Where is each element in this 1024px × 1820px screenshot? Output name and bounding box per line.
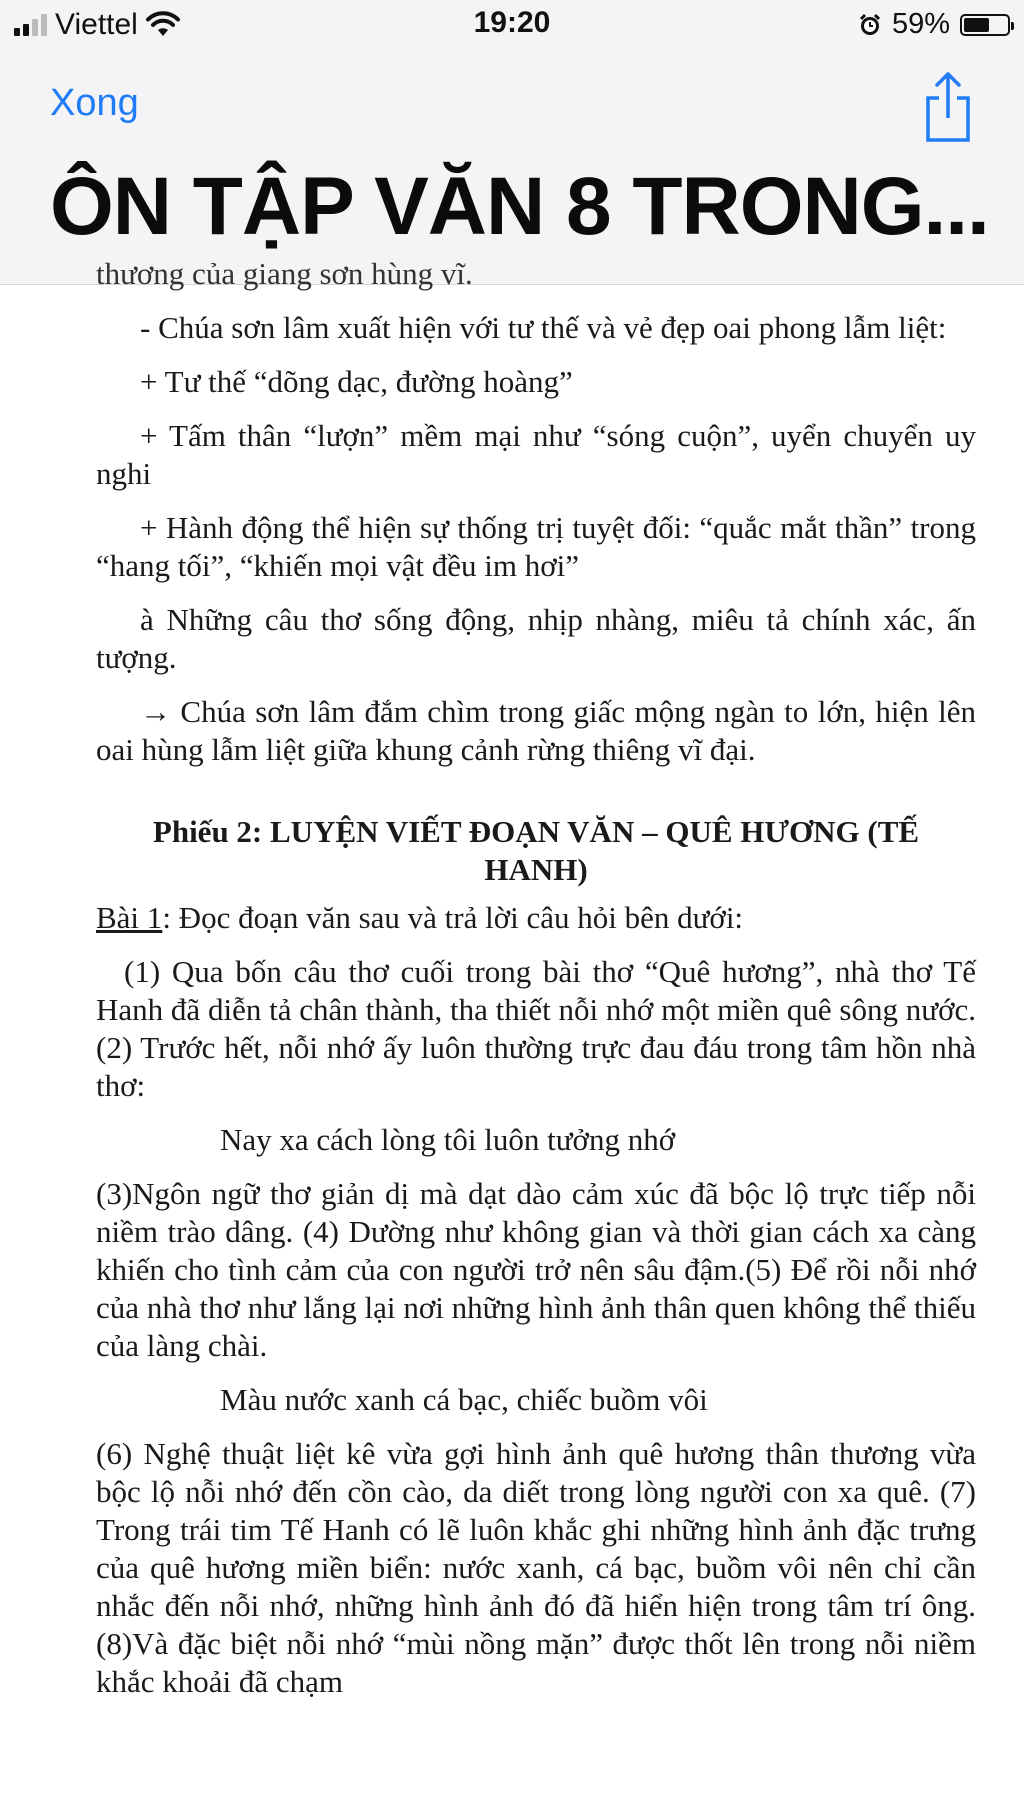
battery-icon <box>960 14 1010 36</box>
document-title: ÔN TẬP VĂN 8 TRONG... <box>50 161 989 252</box>
paragraph: + Tấm thân “lượn” mềm mại như “sóng cuộn”, uyển chuyển uy nghi <box>96 418 976 491</box>
paragraph: à Những câu thơ sống động, nhịp nhàng, miêu tả chính xác, ấn tượng. <box>96 602 976 675</box>
clock: 19:20 <box>473 6 551 39</box>
paragraph: + Tư thế “dõng dạc, đường hoàng” <box>140 364 573 399</box>
paragraph: + Hành động thể hiện sự thống trị tuyệt đối: “quắc mắt thần” trong “hang tối”, “khiến mọi vật đều im hơi” <box>96 510 976 583</box>
paragraph: - Chúa sơn lâm xuất hiện với tư thế và vẻ đẹp oai phong lẫm liệt: <box>140 310 947 345</box>
alarm-clock-icon <box>858 13 882 37</box>
battery-percent: 59% <box>891 8 950 40</box>
cut-off-line: thương của giang sơn hùng vĩ. <box>96 256 473 291</box>
paragraph: → Chúa sơn lâm đắm chìm trong giấc mộng ngàn to lớn, hiện lên oai hùng lẫm liệt giữa khung cảnh rừng thiêng vĩ đại. <box>96 694 976 767</box>
paragraph: (1) Qua bốn câu thơ cuối trong bài thơ “Quê hương”, nhà thơ Tế Hanh đã diễn tả chân thành, tha thiết nỗi nhớ một miền quê sông nước. (2) Trước hết, nỗi nhớ ấy luôn thường trực đau đáu trong tâm hồn nhà thơ: <box>96 954 976 1103</box>
battery-level-fill <box>964 18 989 32</box>
verse-line: Nay xa cách lòng tôi luôn tưởng nhớ <box>220 1122 676 1157</box>
status-bar <box>0 0 1024 52</box>
document-page <box>96 255 976 1717</box>
paragraph: (6) Nghệ thuật liệt kê vừa gợi hình ảnh quê hương thân thương vừa bộc lộ nỗi nhớ đến cồn cào, da diết trong lòng người con xa quê. (7) Trong trái tim Tế Hanh có lẽ luôn khắc ghi những hình ảnh đặc trưng của quê hương miền biển: nước xanh, cá bạc, buồm vôi nên chỉ cần nhắc đến nỗi nhớ, những hình ảnh đó đã hiển hiện trong tâm trí ông. (8)Và đặc biệt nỗi nhớ “mùi nồng mặn” được thốt lên trong nỗi niềm khắc khoải đã chạm <box>96 1436 976 1699</box>
done-button[interactable]: Xong <box>50 82 139 124</box>
exercise-prompt-text: : Đọc đoạn văn sau và trả lời câu hỏi bên dưới: <box>162 900 744 935</box>
exercise-prompt <box>96 899 976 937</box>
paragraph: (3)Ngôn ngữ thơ giản dị mà dạt dào cảm xúc đã bộc lộ trực tiếp nỗi niềm trào dâng. (4) Dường như không gian và thời gian cách xa càng khiến cho tình cảm của con người trở nên sâu đậm.(5) Để rồi nỗi nhớ của nhà thơ như lắng lại nơi những hình ảnh thân quen không thể thiếu của làng chài. <box>96 1176 976 1363</box>
section-heading: Phiếu 2: LUYỆN VIẾT ĐOẠN VĂN – QUÊ HƯƠNG (TẾ HANH) <box>152 814 920 887</box>
exercise-label: Bài 1 <box>96 900 163 935</box>
document-viewer-header <box>0 52 1024 285</box>
document-viewport[interactable] <box>0 256 1024 1820</box>
share-button[interactable] <box>920 68 976 144</box>
verse-line: Màu nước xanh cá bạc, chiếc buồm vôi <box>220 1382 708 1417</box>
status-right <box>858 8 1010 41</box>
share-icon <box>920 68 976 144</box>
carrier-name: Viettel <box>55 8 138 41</box>
